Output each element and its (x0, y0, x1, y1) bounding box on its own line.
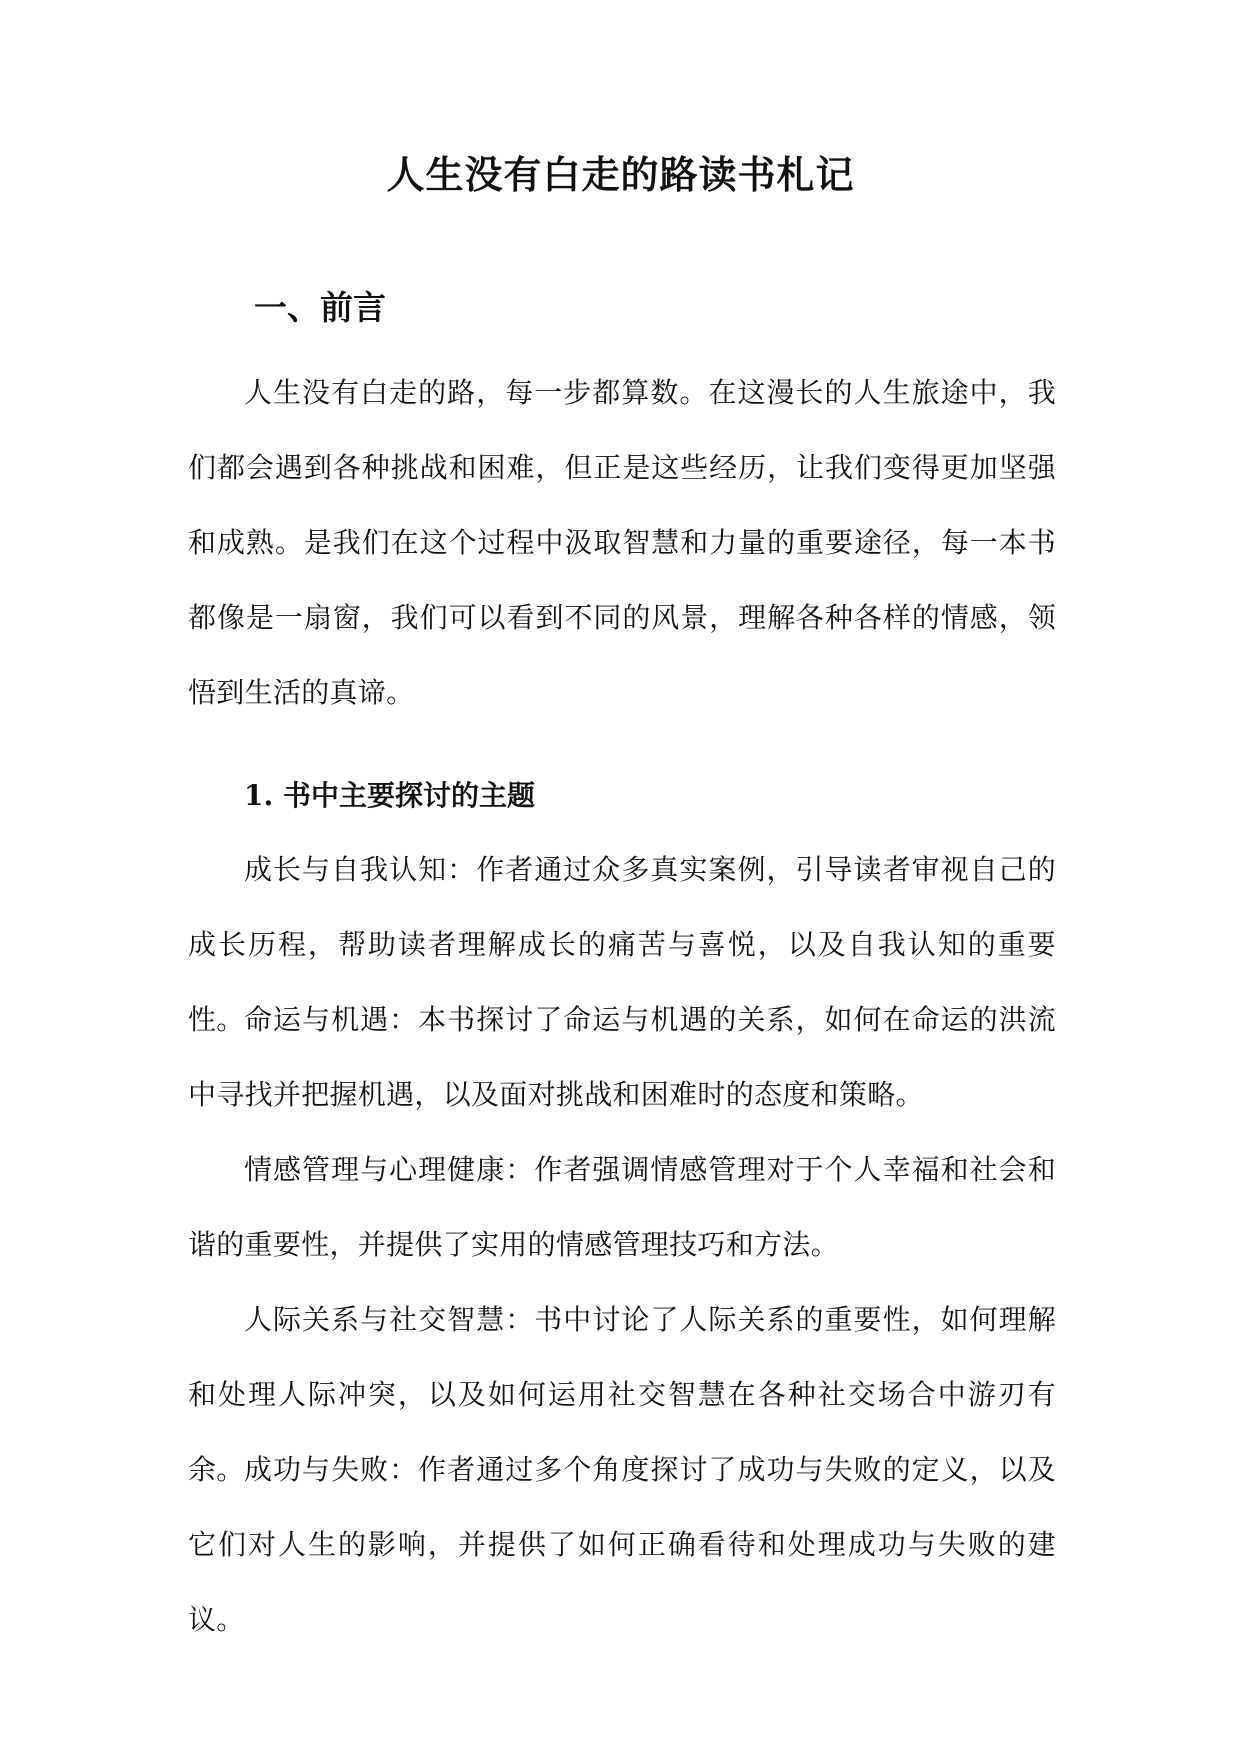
section-heading-preface: 一、前言 (254, 288, 386, 327)
document-title: 人生没有白走的路读书札记 (386, 152, 855, 197)
theme-paragraph-emotion: 情感管理与心理健康：作者强调情感管理对于个人幸福和社会和谐的重要性，并提供了实用的情感管理技巧和方法。 (188, 1153, 1056, 1261)
theme-paragraph-relationships: 人际关系与社交智慧：书中讨论了人际关系的重要性，如何理解和处理人际冲突，以及如何运用社交智慧在各种社交场合中游刃有余。 (188, 1303, 1056, 1486)
theme-paragraph-success-failure: 成功与失败：作者通过多个角度探讨了成功与失败的定义，以及它们对人生的影响，并提供了如何正确看待和处理成功与失败的建议。 (188, 1453, 1056, 1636)
theme-paragraph-destiny: 命运与机遇：本书探讨了命运与机遇的关系，如何在命运的洪流中寻找并把握机遇，以及面对挑战和困难时的态度和策略。 (188, 1003, 1056, 1111)
theme-paragraph-growth: 成长与自我认知：作者通过众多真实案例，引导读者审视自己的成长历程，帮助读者理解成长的痛苦与喜悦，以及自我认知的重要性。 (188, 853, 1056, 1036)
preface-paragraph: 人生没有白走的路，每一步都算数。在这漫长的人生旅途中，我们都会遇到各种挑战和困难，但正是这些经历，让我们变得更加坚强和成熟。是我们在这个过程中汲取智慧和力量的重要途径，每一本书都像是一扇窗，我们可以看到不同的风景，理解各种各样的情感，领悟到生活的真谛。 (188, 376, 1056, 709)
subsection-heading-themes: 1. 书中主要探讨的主题 (244, 779, 535, 812)
